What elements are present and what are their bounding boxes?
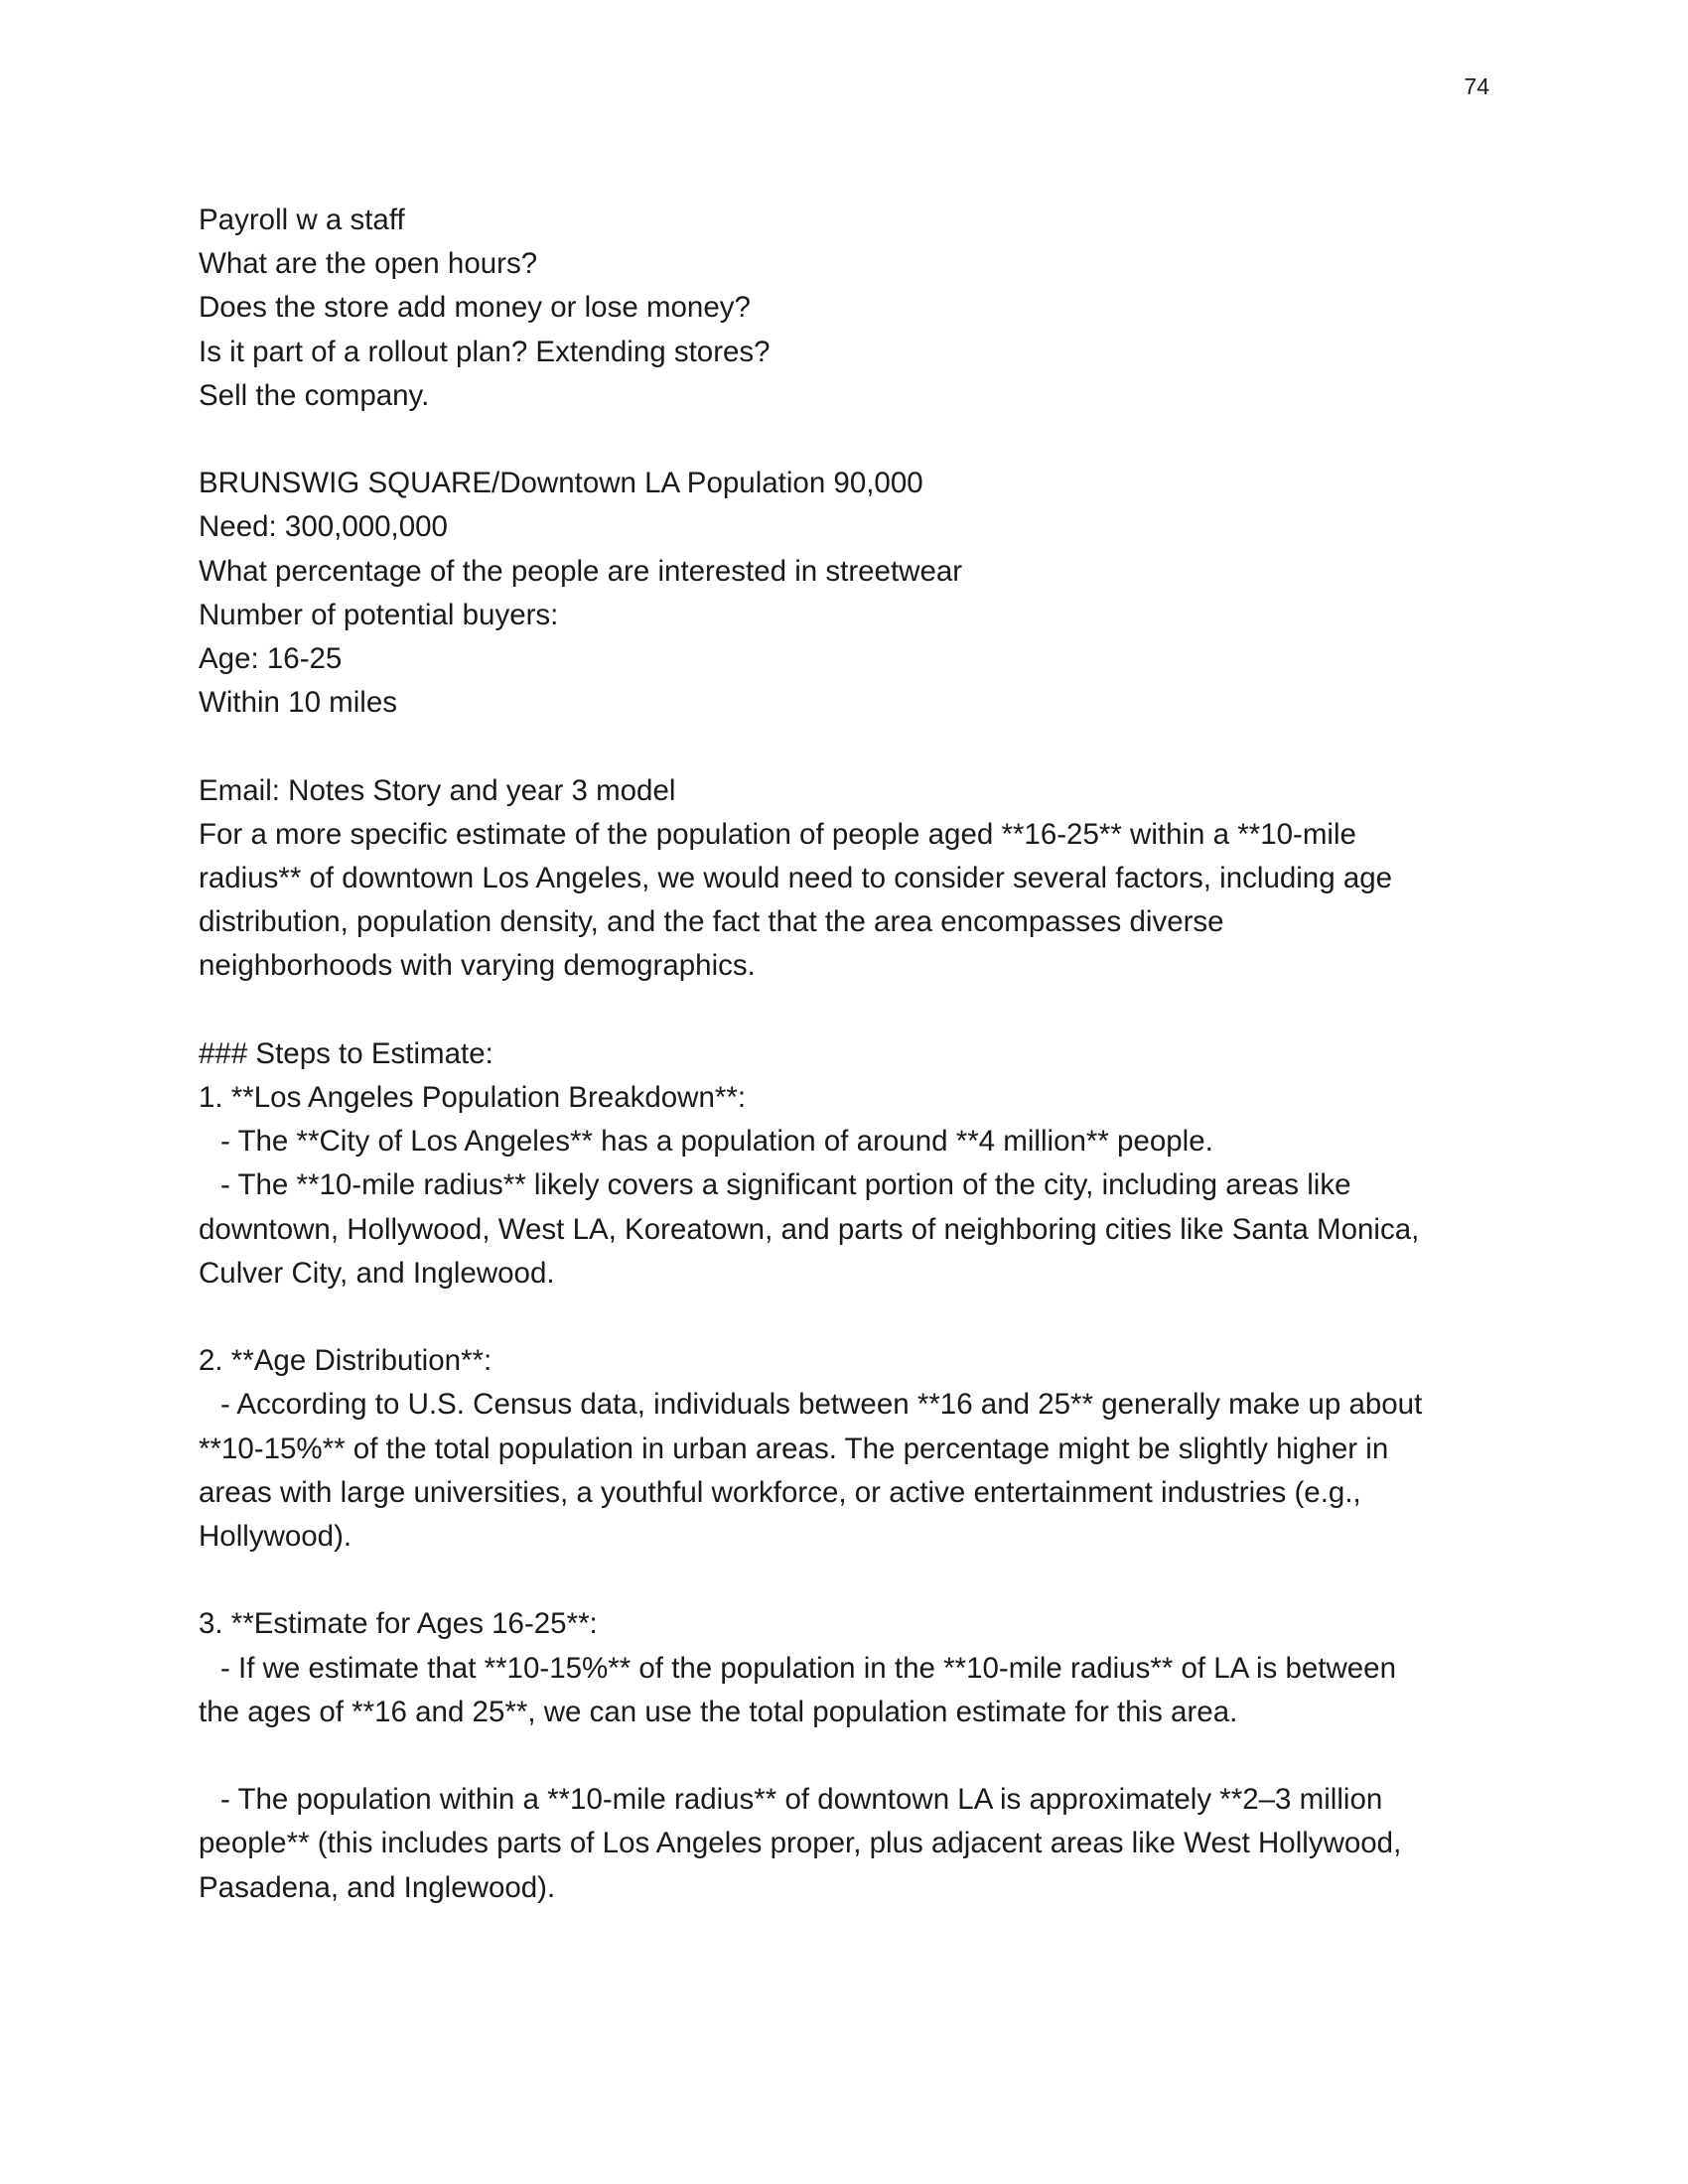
document-body xyxy=(199,199,1499,1910)
list-item-heading: 1. **Los Angeles Population Breakdown**: xyxy=(199,1081,747,1115)
text-line: For a more specific estimate of the population of people aged **16-25** within a **10-mile xyxy=(199,817,1356,851)
bullet-line: - According to U.S. Census data, individuals between **16 and 25** generally make up about xyxy=(220,1388,1423,1422)
text-line: Culver City, and Inglewood. xyxy=(199,1256,555,1290)
page-number: 74 xyxy=(1464,73,1489,99)
bullet-line: - If we estimate that **10-15%** of the population in the **10-mile radius** of LA is between xyxy=(220,1651,1396,1685)
list-item-heading: 3. **Estimate for Ages 16-25**: xyxy=(199,1607,598,1641)
blank-line xyxy=(199,1296,1499,1339)
text-line: What percentage of the people are interested in streetwear xyxy=(199,554,963,588)
text-line: Hollywood). xyxy=(199,1520,352,1554)
text-line: Email: Notes Story and year 3 model xyxy=(199,773,676,807)
blank-line xyxy=(199,418,1499,462)
text-line: Sell the company. xyxy=(199,378,430,412)
text-line: Age: 16-25 xyxy=(199,642,343,676)
blank-line xyxy=(199,989,1499,1032)
text-line: the ages of **16 and 25**, we can use the total population estimate for this area. xyxy=(199,1695,1238,1728)
text-line: Payroll w a staff xyxy=(199,204,405,236)
text-line: areas with large universities, a youthful workforce, or active entertainment industries (e.g., xyxy=(199,1475,1361,1509)
text-line: radius** of downtown Los Angeles, we would need to consider several factors, including age xyxy=(199,862,1393,895)
blank-line xyxy=(199,1734,1499,1778)
text-line: distribution, population density, and the fact that the area encompasses diverse xyxy=(199,905,1224,939)
text-line: Within 10 miles xyxy=(199,686,398,720)
text-line: BRUNSWIG SQUARE/Downtown LA Population 90,000 xyxy=(199,467,923,500)
text-line: Is it part of a rollout plan? Extending stores? xyxy=(199,335,771,368)
list-item-heading: 2. **Age Distribution**: xyxy=(199,1344,492,1378)
heading-line: ### Steps to Estimate: xyxy=(199,1036,493,1070)
text-line: neighborhoods with varying demographics. xyxy=(199,949,756,983)
text-line: people** (this includes parts of Los Angeles proper, plus adjacent areas like West Hollywood, xyxy=(199,1827,1402,1860)
bullet-line: - The **City of Los Angeles** has a population of around **4 million** people. xyxy=(220,1125,1213,1159)
blank-line xyxy=(199,725,1499,768)
text-line: Does the store add money or lose money? xyxy=(199,291,751,325)
blank-line xyxy=(199,1559,1499,1602)
text-line: What are the open hours? xyxy=(199,247,538,281)
text-line: Pasadena, and Inglewood). xyxy=(199,1870,556,1904)
text-line: **10-15%** of the total population in urban areas. The percentage might be slightly higher in xyxy=(199,1432,1389,1465)
text-line: Need: 300,000,000 xyxy=(199,510,448,544)
bullet-line: - The **10-mile radius** likely covers a significant portion of the city, including areas like xyxy=(220,1168,1351,1202)
text-line: Number of potential buyers: xyxy=(199,598,559,631)
text-line: downtown, Hollywood, West LA, Koreatown, and parts of neighboring cities like Santa Monica, xyxy=(199,1212,1420,1246)
bullet-line: - The population within a **10-mile radius** of downtown LA is approximately **2–3 million xyxy=(220,1783,1383,1817)
